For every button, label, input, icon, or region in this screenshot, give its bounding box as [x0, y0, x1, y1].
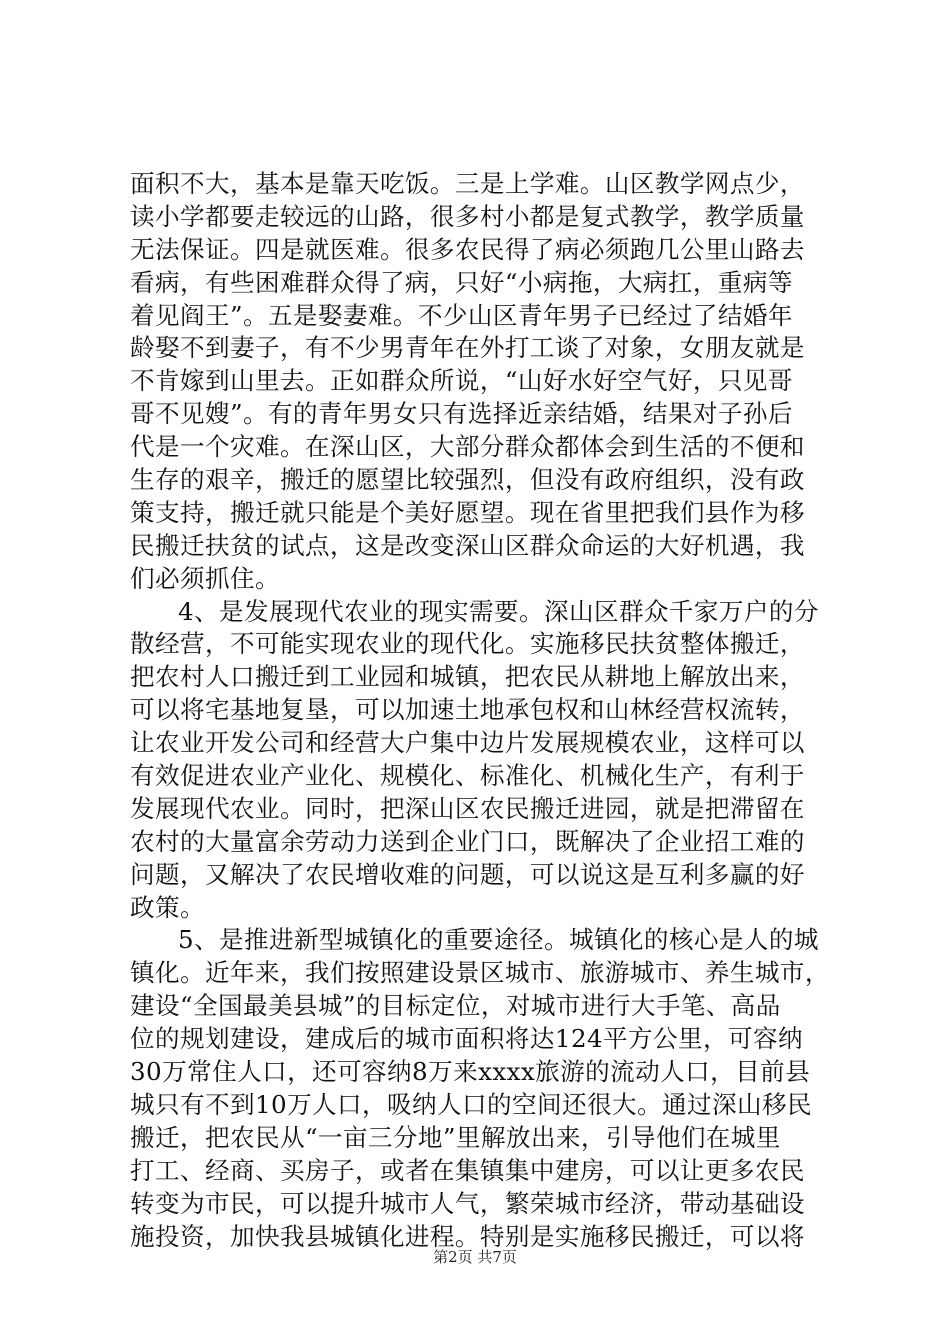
text-line: 策支持，搬迁就只能是个美好愿望。现在省里把我们县作为移: [130, 497, 805, 527]
text-line: 建设“全国最美县城”的目标定位，对城市进行大手笔、高品: [130, 991, 781, 1021]
text-line: 问题，又解决了农民增收难的问题，可以说这是互利多赢的好: [130, 859, 805, 889]
text-line: 民搬迁扶贫的试点，这是改变深山区群众命运的大好机遇，我: [130, 530, 805, 560]
text-line: 城只有不到10万人口，吸纳人口的空间还很大。通过深山移民: [130, 1089, 812, 1119]
text-line: 转变为市民，可以提升城市人气，繁荣城市经济，带动基础设: [130, 1188, 805, 1218]
text-line: 着见阎王”。五是娶妻难。不少山区青年男子已经过了结婚年: [130, 300, 793, 330]
text-line: 代是一个灾难。在深山区，大部分群众都体会到生活的不便和: [130, 432, 805, 462]
text-line: 们必须抓住。: [130, 563, 280, 593]
page-number: 第2页 共7页: [433, 1248, 517, 1266]
body-text: [130, 168, 830, 1253]
text-line: 搬迁，把农民从“一亩三分地”里解放出来，引导他们在城里: [130, 1122, 781, 1152]
text-line: 发展现代农业。同时，把深山区农民搬迁进园，就是把滞留在: [130, 793, 805, 823]
text-line: 打工、经商、买房子，或者在集镇集中建房，可以让更多农民: [130, 1155, 805, 1185]
text-line: 可以将宅基地复垦，可以加速土地承包权和山林经营权流转，: [130, 695, 805, 725]
text-line: 把农村人口搬迁到工业园和城镇，把农民从耕地上解放出来，: [130, 662, 805, 692]
text-line: 无法保证。四是就医难。很多农民得了病必须跑几公里山路去: [130, 234, 805, 264]
text-line: 龄娶不到妻子，有不少男青年在外打工谈了对象，女朋友就是: [130, 333, 805, 363]
text-line: 镇化。近年来，我们按照建设景区城市、旅游城市、养生城市，: [130, 958, 830, 988]
text-line: 面积不大，基本是靠天吃饭。三是上学难。山区教学网点少，: [130, 169, 805, 198]
text-line: 政策。: [130, 892, 205, 922]
text-line: 不肯嫁到山里去。正如群众所说，“山好水好空气好，只见哥: [130, 366, 793, 396]
text-line: 生存的艰辛，搬迁的愿望比较强烈，但没有政府组织，没有政: [130, 465, 805, 495]
text-line: 位的规划建设，建成后的城市面积将达124平方公里，可容纳: [130, 1024, 803, 1054]
text-line: 30万常住人口，还可容纳8万来xxxx旅游的流动人口，目前县: [130, 1057, 811, 1087]
text-line: 读小学都要走较远的山路，很多村小都是复式教学，教学质量: [130, 201, 805, 231]
text-line: 施投资，加快我县城镇化进程。特别是实施移民搬迁，可以将: [130, 1221, 805, 1251]
paragraph-start-line: 4、是发展现代农业的现实需要。深山区群众千家万户的分: [178, 596, 819, 626]
paragraph-start-line: 5、是推进新型城镇化的重要途径。城镇化的核心是人的城: [178, 925, 819, 955]
text-line: 让农业开发公司和经营大户集中边片发展规模农业，这样可以: [130, 728, 805, 758]
text-line: 散经营，不可能实现农业的现代化。实施移民扶贫整体搬迁，: [130, 629, 805, 659]
text-line: 有效促进农业产业化、规模化、标准化、机械化生产，有利于: [130, 761, 805, 791]
text-line: 哥不见嫂”。有的青年男女只有选择近亲结婚，结果对子孙后: [130, 399, 793, 429]
text-line: 看病，有些困难群众得了病，只好“小病拖，大病扛，重病等: [130, 267, 793, 297]
text-line: 农村的大量富余劳动力送到企业门口，既解决了企业招工难的: [130, 826, 805, 856]
page-footer: [0, 1247, 950, 1267]
